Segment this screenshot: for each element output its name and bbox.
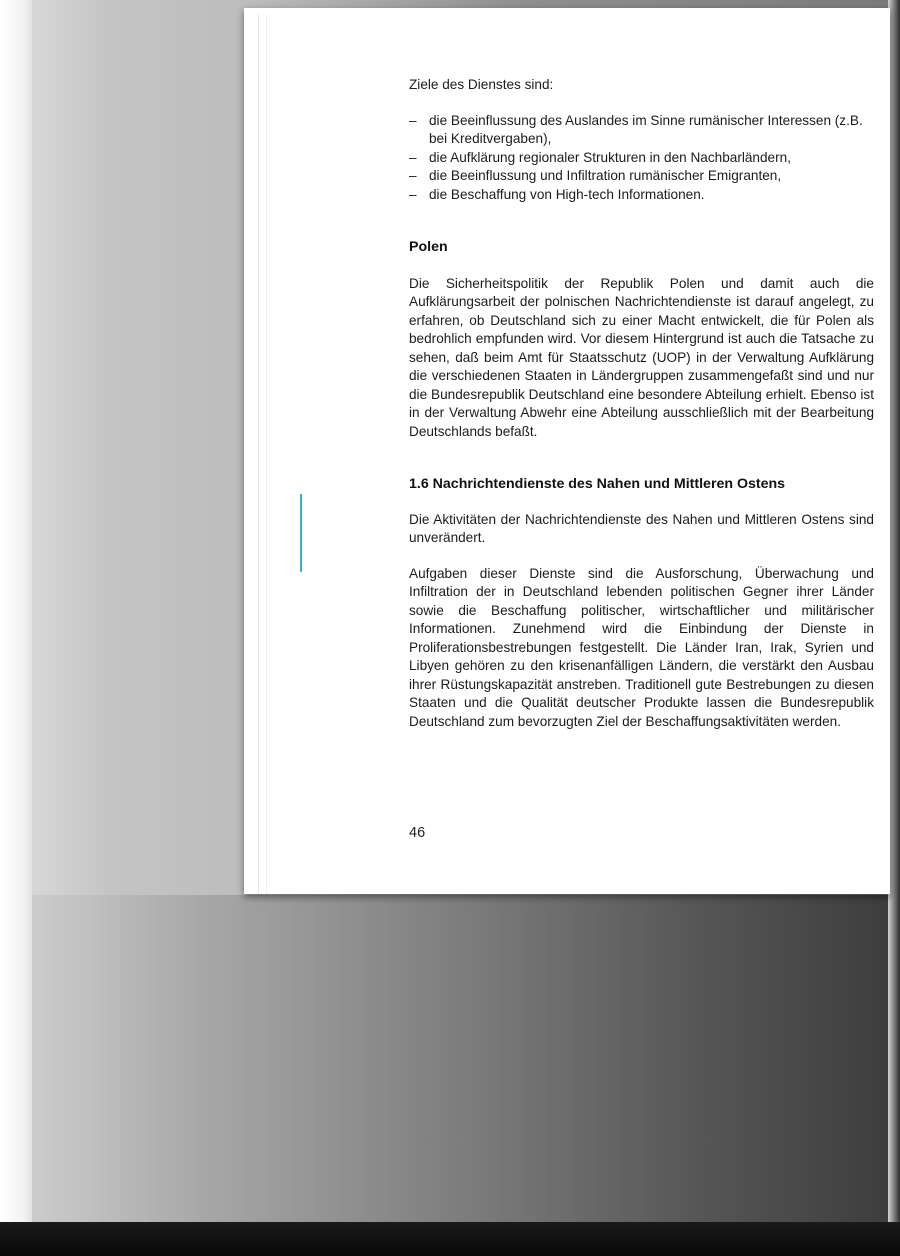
list-item: – die Aufklärung regionaler Strukturen in den Nachbarländern, xyxy=(409,149,874,168)
page-number: 46 xyxy=(409,825,426,841)
margin-marker xyxy=(300,494,302,572)
page-stack-edge xyxy=(258,14,259,894)
heading-polen: Polen xyxy=(409,239,448,255)
goals-list xyxy=(409,112,874,205)
scan-bottom-edge xyxy=(0,1222,900,1256)
polen-paragraph: Die Sicherheitspolitik der Republik Polen und damit auch die Aufklärungsarbeit der polnischen Nachrichtendienste ist darauf angelegt, zu erfahren, ob Deutschland sich zu einer Macht entwickelt, die für Polen als bedrohlich empfunden wird. Vor diesem Hintergrund ist auch die Tatsache zu sehen, daß beim Amt für Staatsschutz (UOP) in der Verwaltung Aufklärung die verschiedenen Staaten in Ländergruppen zusammengefaßt sind und nur die Bundesrepublik Deutschland eine besondere Abteilung erhielt. Ebenso ist in der Verwaltung Abwehr eine Abteilung ausschließlich mit der Bearbeitung Deutschlands befaßt. xyxy=(409,275,874,439)
list-item: – die Beschaffung von High-tech Informationen. xyxy=(409,186,874,205)
goals-intro: Ziele des Dienstes sind: xyxy=(409,77,554,92)
section-paragraph-2: Aufgaben dieser Dienste sind die Ausforschung, Überwachung und Infiltration der in Deutschland lebenden politischen Gegner ihrer Länder sowie die Beschaffung politischer, wirtschaftlicher und militärischer Informationen. Zunehmend wird die Einbindung der Dienste in Proliferationsbestrebungen festgestellt. Die Länder Iran, Irak, Syrien und Libyen gehören zu den krisenanfälligen Ländern, die verstärkt den Ausbau ihrer Rüstungskapazität anstreben. Traditionell gute Bestrebungen zu diesen Staaten und die Qualität deutscher Produkte lassen die Bundesrepublik Deutschland zum bevorzugten Ziel der Beschaffungsaktivitäten werden. xyxy=(409,565,874,729)
list-item: – die Beeinflussung und Infiltration rumänischer Emigranten, xyxy=(409,167,874,186)
section-heading: 1.6 Nachrichtendienste des Nahen und Mittleren Ostens xyxy=(409,476,786,492)
section-paragraph-1: Die Aktivitäten der Nachrichtendienste des Nahen und Mittleren Ostens sind unverändert. xyxy=(409,511,874,545)
scan-left-edge xyxy=(0,0,32,1256)
page-text xyxy=(409,76,874,731)
page-stack-edge xyxy=(266,14,267,894)
scanner-shadow xyxy=(0,895,900,1256)
list-item: – die Beeinflussung des Auslandes im Sinne rumänischer Interessen (z.B. bei Kreditvergaben), xyxy=(409,112,874,149)
